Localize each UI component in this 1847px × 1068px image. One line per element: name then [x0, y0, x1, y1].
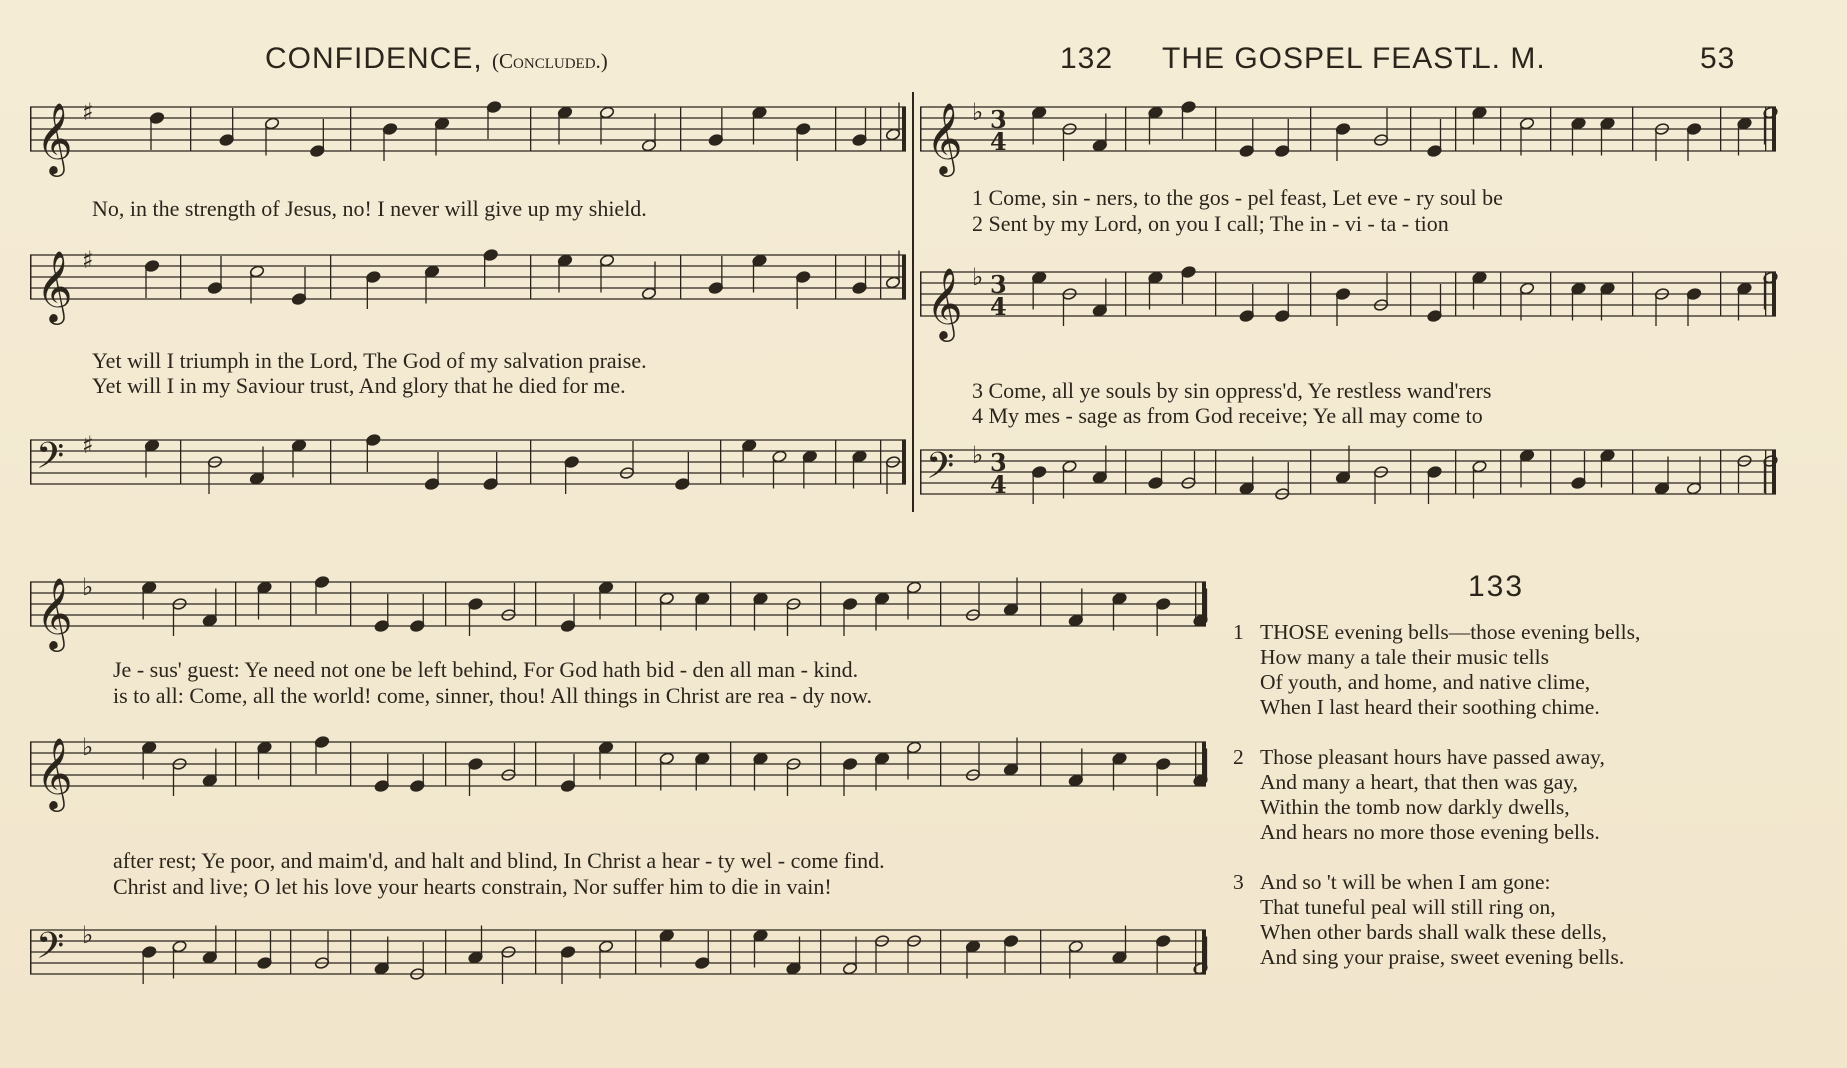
verse-line: Within the tomb now darkly dwells,	[1260, 795, 1570, 819]
bass-clef-icon: 𝄢	[926, 445, 955, 496]
bass-clef-icon: 𝄢	[36, 435, 65, 486]
bar-line	[902, 255, 906, 299]
bar-line	[30, 582, 32, 626]
bar-line	[835, 107, 836, 151]
treble-clef-icon: 𝄞	[36, 576, 73, 649]
bar-line	[1550, 107, 1551, 151]
confidence-lyric-1: No, in the strength of Jesus, no! I never will give up my shield.	[92, 196, 647, 221]
stanza-number: 2	[1233, 745, 1244, 769]
bar-line	[1410, 272, 1411, 316]
treble-clef-icon: 𝄞	[36, 249, 73, 322]
treble-clef-icon: 𝄞	[926, 101, 963, 174]
bar-line	[190, 107, 191, 151]
bar-line	[730, 742, 731, 786]
bar-line	[635, 582, 636, 626]
verse-line: THOSE evening bells—those evening bells,	[1260, 620, 1641, 644]
bar-line	[1455, 272, 1456, 316]
flat-icon: ♭	[972, 263, 984, 292]
gospel-lyric-7: after rest; Ye poor, and maim'd, and halt and blind, In Christ a hear - ty wel - come find.	[113, 848, 885, 873]
bar-line	[235, 930, 236, 974]
verse-line: How many a tale their music tells	[1260, 645, 1549, 669]
bar-line	[350, 930, 351, 974]
treble-clef-icon: 𝄞	[36, 101, 73, 174]
bar-line	[820, 930, 821, 974]
left-hymn-title	[265, 42, 608, 76]
confidence-bass-staff	[30, 428, 910, 513]
bar-line	[940, 582, 941, 626]
meter-label: L. M.	[1474, 42, 1546, 75]
bar-line	[1040, 742, 1041, 786]
bar-line	[1500, 107, 1501, 151]
bar-line	[330, 440, 331, 484]
bar-line	[940, 742, 941, 786]
bar-line	[445, 930, 446, 974]
bar-line	[1310, 450, 1311, 494]
bar-line	[1040, 582, 1041, 626]
bar-line	[180, 440, 181, 484]
gospel-lyric-8: Christ and live; O let his love your hearts constrain, Nor suffer him to die in vain!	[113, 874, 832, 899]
verse-line: And sing your praise, sweet evening bells.	[1260, 945, 1625, 969]
bar-line	[1500, 272, 1501, 316]
bar-line	[350, 742, 351, 786]
gospel-treble-staff-4	[30, 730, 1210, 815]
bar-line	[30, 107, 32, 151]
flat-icon: ♭	[82, 921, 94, 950]
bar-line	[350, 582, 351, 626]
bar-line	[920, 450, 922, 494]
flat-icon: ♭	[82, 573, 94, 602]
gospel-lyric-2: 2 Sent by my Lord, on you I call; The in - vi - ta - tion	[972, 211, 1449, 236]
bar-line	[1632, 450, 1633, 494]
gospel-treble-staff-3	[30, 570, 1210, 655]
flat-icon: ♭	[972, 98, 984, 127]
gospel-lyric-4: 4 My mes - sage as from God receive; Ye all may come to	[972, 403, 1483, 428]
bar-line	[1410, 450, 1411, 494]
bar-line	[1765, 272, 1766, 316]
bar-line	[1040, 930, 1041, 974]
confidence-treble-staff-1	[30, 95, 910, 180]
gospel-lyric-6: is to all: Come, all the world! come, sinner, thou! All things in Christ are rea - dy now.	[113, 683, 872, 708]
time-signature: 3	[990, 104, 1007, 134]
bar-line	[635, 930, 636, 974]
bar-line	[235, 742, 236, 786]
verse-line: Of youth, and home, and native clime,	[1260, 670, 1591, 694]
bar-line	[350, 107, 351, 151]
verse-line: When I last heard their soothing chime.	[1260, 695, 1600, 719]
bar-line	[1455, 107, 1456, 151]
confidence-treble-staff-2	[30, 243, 910, 328]
bar-line	[290, 742, 291, 786]
bar-line	[235, 582, 236, 626]
treble-clef-icon: 𝄞	[36, 736, 73, 809]
bar-line	[1500, 450, 1501, 494]
confidence-title: CONFIDENCE,	[265, 42, 483, 75]
bar-line	[1125, 107, 1126, 151]
bar-line	[880, 440, 881, 484]
verse-line: And hears no more those evening bells.	[1260, 820, 1600, 844]
bar-line	[820, 582, 821, 626]
stanza-2	[1233, 745, 1605, 845]
gospel-treble-staff-1	[920, 95, 1780, 180]
bar-line	[1720, 107, 1721, 151]
bar-line	[820, 742, 821, 786]
bar-line	[180, 255, 181, 299]
bar-line	[30, 255, 32, 299]
bar-line	[1765, 450, 1766, 494]
bar-line	[1550, 450, 1551, 494]
bar-line	[1720, 272, 1721, 316]
bar-line	[940, 930, 941, 974]
bar-line	[530, 440, 531, 484]
bar-line	[30, 930, 32, 974]
flat-icon: ♭	[82, 733, 94, 762]
bar-line	[1125, 450, 1126, 494]
bar-line	[902, 107, 906, 151]
bar-line	[1410, 107, 1411, 151]
bar-line	[902, 440, 906, 484]
bar-line	[720, 440, 721, 484]
bar-line	[535, 742, 536, 786]
concluded-label: (Concluded.)	[492, 49, 608, 73]
bar-line	[730, 930, 731, 974]
bass-clef-icon: 𝄢	[36, 925, 65, 976]
verse-line: And many a heart, that then was gay,	[1260, 770, 1579, 794]
time-signature: 3	[990, 269, 1007, 299]
bar-line	[1720, 450, 1721, 494]
bar-line	[30, 440, 32, 484]
time-signature: 4	[990, 469, 1007, 499]
verse-line: Those pleasant hours have passed away,	[1260, 745, 1605, 769]
verse-line: That tuneful peal will still ring on,	[1260, 895, 1556, 919]
bar-line	[535, 930, 536, 974]
bar-line	[680, 255, 681, 299]
bar-line	[530, 107, 531, 151]
gospel-feast-title: THE GOSPEL FEAST.	[1162, 42, 1480, 75]
bar-line	[445, 742, 446, 786]
gospel-lyric-5: Je - sus' guest: Ye need not one be left behind, For God hath bid - den all man - kind.	[113, 657, 859, 682]
bar-line	[1632, 272, 1633, 316]
bar-line	[1550, 272, 1551, 316]
time-signature: 4	[990, 126, 1007, 156]
bar-line	[835, 440, 836, 484]
stanza-number: 1	[1233, 620, 1244, 644]
verse-line: And so 't will be when I am gone:	[1260, 870, 1551, 894]
hymn-number: 132	[1060, 42, 1114, 75]
bar-line	[1632, 107, 1633, 151]
bar-line	[530, 255, 531, 299]
time-signature: 3	[990, 447, 1007, 477]
column-divider	[912, 92, 914, 512]
stanza-number: 3	[1233, 870, 1244, 894]
bar-line	[1215, 107, 1216, 151]
stanza-3	[1233, 870, 1625, 970]
sharp-icon: ♯	[82, 246, 94, 275]
bar-line	[1310, 107, 1311, 151]
confidence-lyric-3: Yet will I in my Saviour trust, And glory that he died for me.	[92, 373, 626, 398]
gospel-lyric-3: 3 Come, all ye souls by sin oppress'd, Ye restless wand'rers	[972, 378, 1492, 403]
bar-line	[1765, 107, 1766, 151]
bar-line	[30, 742, 32, 786]
bar-line	[835, 255, 836, 299]
bar-line	[880, 107, 881, 151]
bar-line	[920, 107, 922, 151]
sharp-icon: ♯	[82, 98, 94, 127]
bar-line	[445, 582, 446, 626]
poem-number: 133	[1468, 570, 1525, 603]
treble-clef-icon: 𝄞	[926, 266, 963, 339]
gospel-bass-staff-1	[920, 438, 1780, 523]
bar-line	[535, 582, 536, 626]
bar-line	[1215, 450, 1216, 494]
gospel-lyric-1: 1 Come, sin - ners, to the gos - pel feast, Let eve - ry soul be	[972, 185, 1503, 210]
bar-line	[330, 255, 331, 299]
bar-line	[680, 107, 681, 151]
time-signature: 4	[990, 291, 1007, 321]
bar-line	[1215, 272, 1216, 316]
gospel-treble-staff-2	[920, 260, 1780, 345]
bar-line	[635, 742, 636, 786]
bar-line	[1202, 930, 1206, 974]
bar-line	[290, 582, 291, 626]
bar-line	[1455, 450, 1456, 494]
bar-line	[920, 272, 922, 316]
flat-icon: ♭	[972, 441, 984, 470]
sharp-icon: ♯	[82, 431, 94, 460]
confidence-lyric-2: Yet will I triumph in the Lord, The God of my salvation praise.	[92, 348, 647, 373]
bar-line	[1125, 272, 1126, 316]
page-number: 53	[1700, 42, 1736, 75]
bar-line	[290, 930, 291, 974]
bar-line	[1310, 272, 1311, 316]
bar-line	[880, 255, 881, 299]
stanza-1	[1233, 620, 1641, 720]
bar-line	[730, 582, 731, 626]
gospel-bass-staff-2	[30, 918, 1210, 1003]
verse-line: When other bards shall walk these dells,	[1260, 920, 1607, 944]
